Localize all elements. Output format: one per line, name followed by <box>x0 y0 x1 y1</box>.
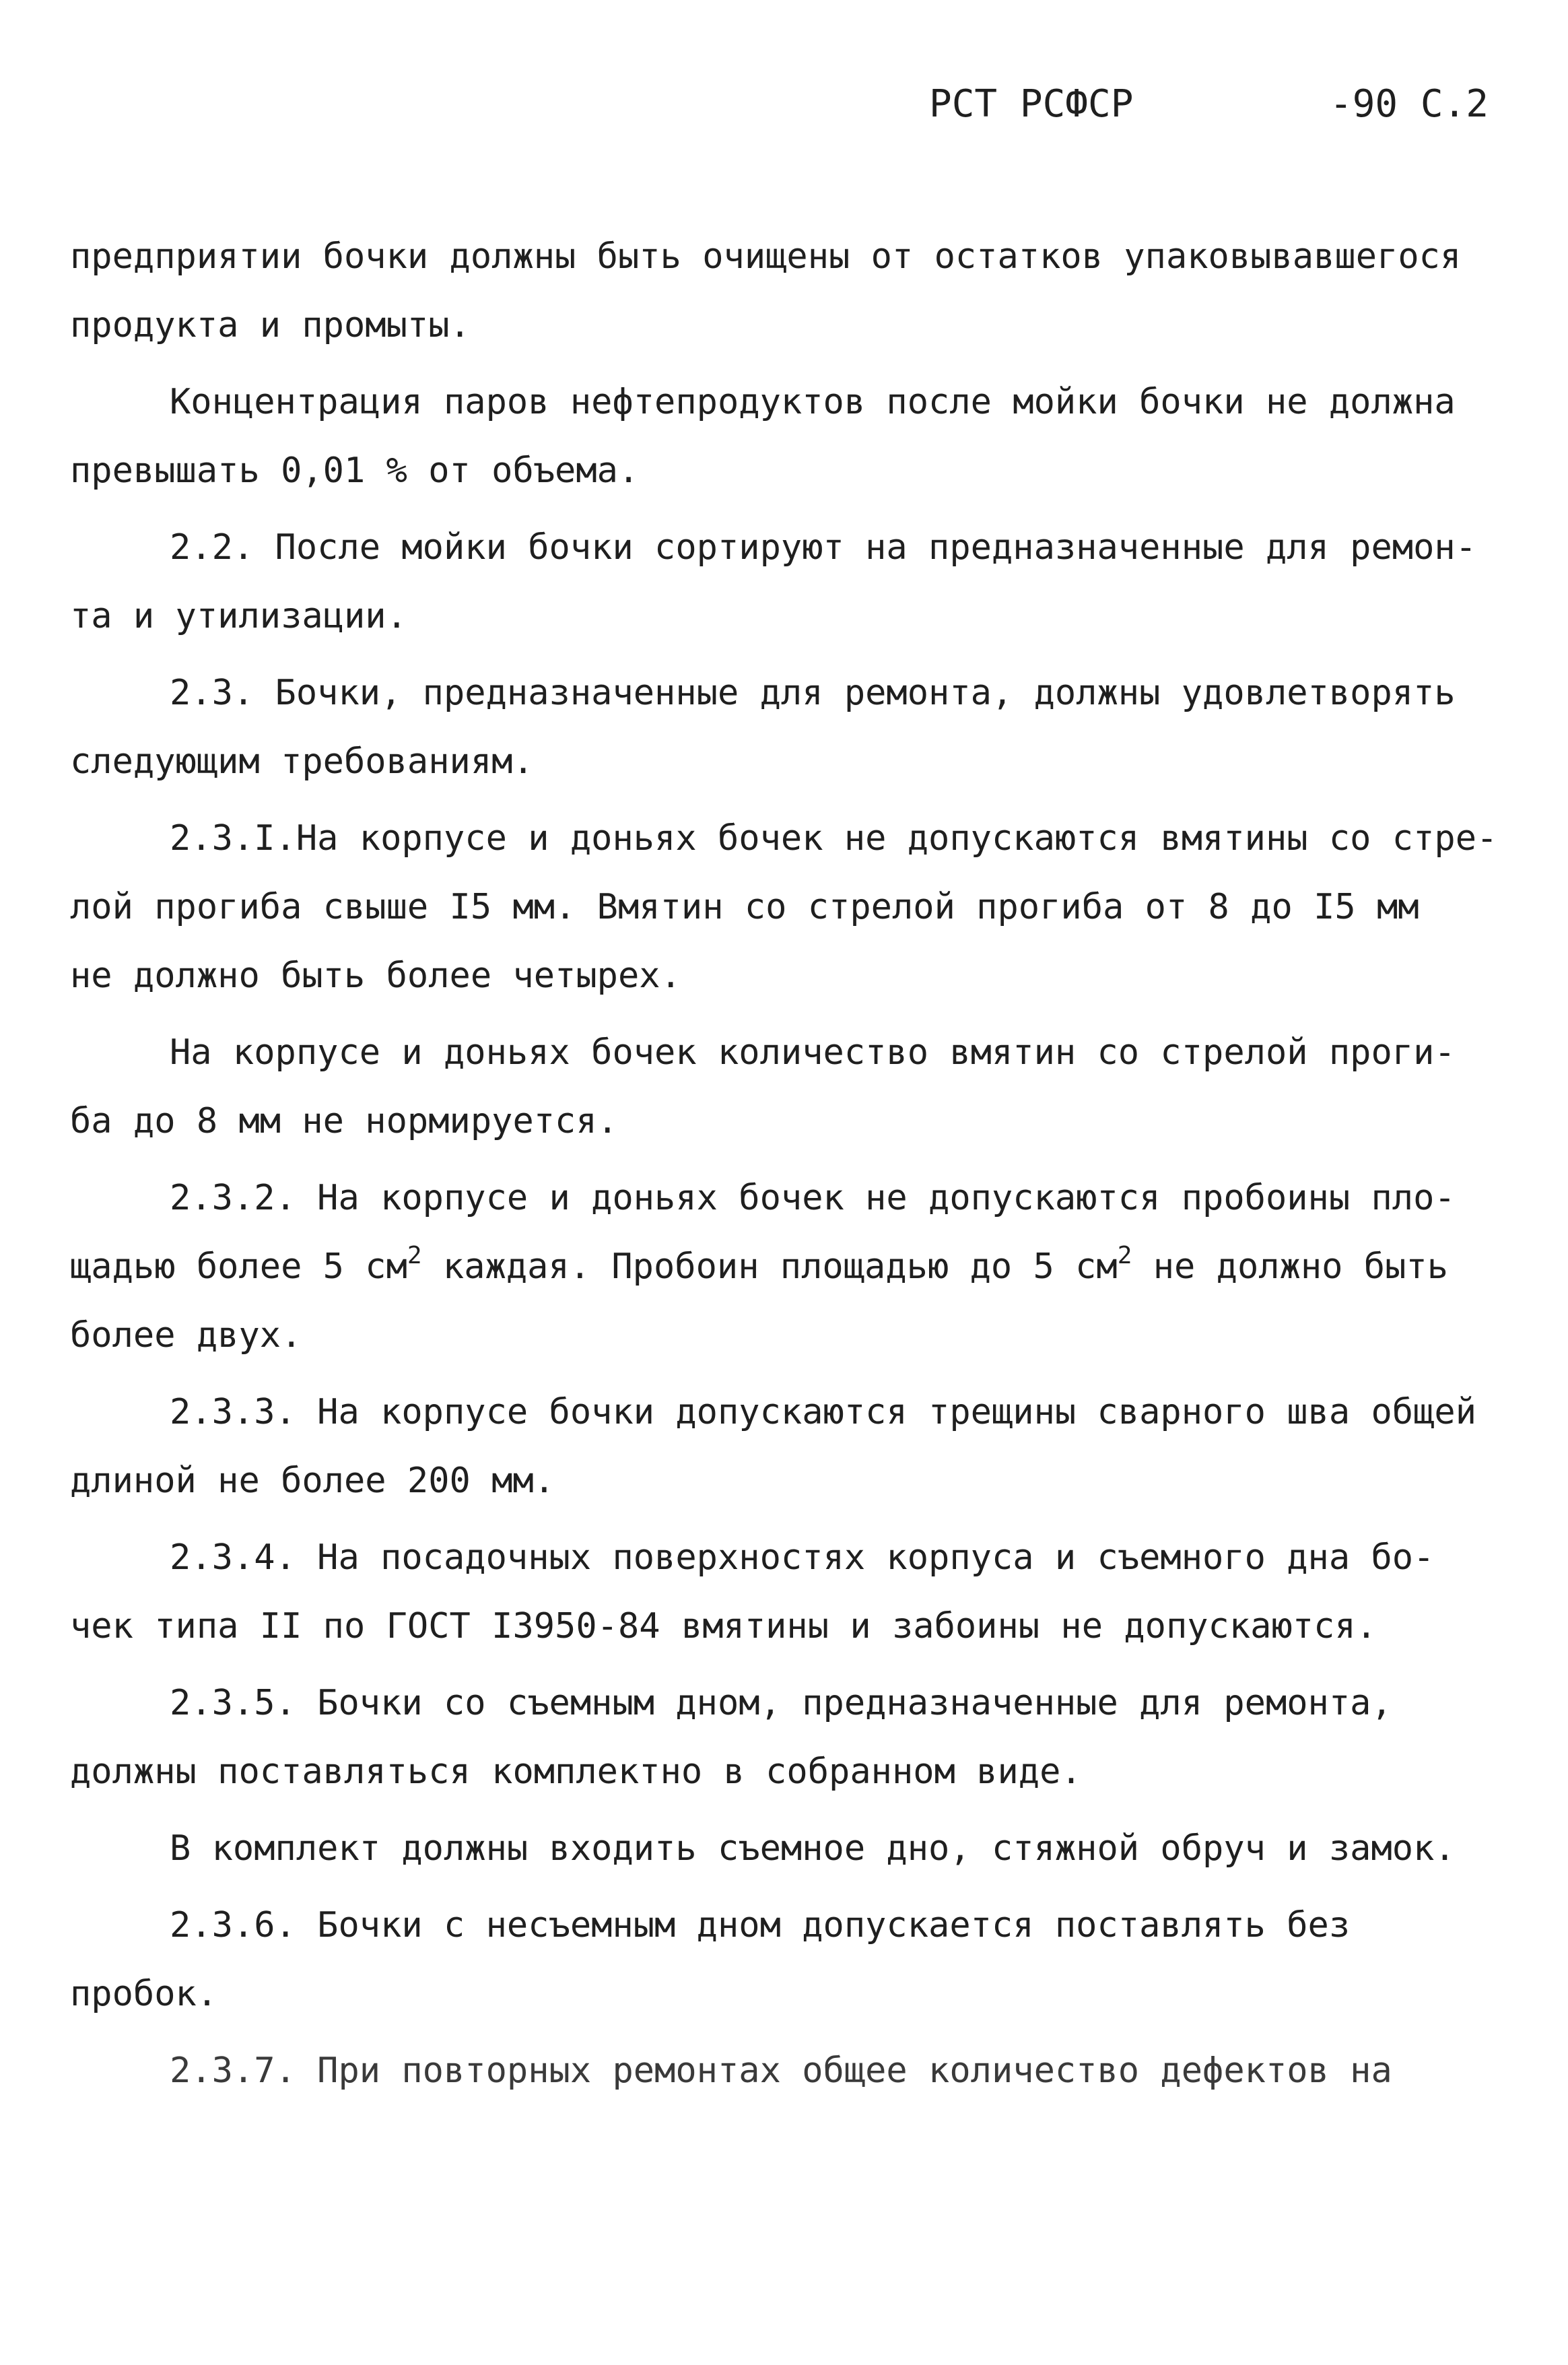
page-header <box>0 82 1568 143</box>
text-line: предприятии бочки должны быть очищены от остатков упаковывавшегося <box>70 236 1462 277</box>
text-line: пробок. <box>70 1974 218 2014</box>
text-line: 2.2. После мойки бочки сортируют на предназначенные для ремон- <box>170 527 1477 568</box>
text-line <box>70 1232 1504 1301</box>
text-segment: щадью более 5 см <box>70 1246 407 1287</box>
paragraph <box>70 1018 1504 1156</box>
text-line: 2.3.6. Бочки с несъемным дном допускается поставлять без <box>170 1905 1351 1945</box>
page-number: -90 С.2 <box>1330 82 1489 126</box>
paragraph-2-3-5 <box>70 1669 1504 1806</box>
paragraph-2-2 <box>70 513 1504 651</box>
superscript: 2 <box>407 1242 422 1269</box>
text-line: Концентрация паров нефтепродуктов после мойки бочки не должна <box>170 382 1456 422</box>
text-line: В комплект должны входить съемное дно, стяжной обруч и замок. <box>170 1828 1456 1869</box>
text-line: 2.3.4. На посадочных поверхностях корпуса и съемного дна бо- <box>170 1537 1435 1578</box>
text-segment: каждая. Пробоин площадью до 5 см <box>421 1246 1118 1287</box>
text-line: более двух. <box>70 1315 302 1356</box>
paragraph-2-3-1 <box>70 804 1504 1010</box>
text-line: чек типа II по ГОСТ I3950-84 вмятины и забоины не допускаются. <box>70 1606 1377 1646</box>
text-line: не должно быть более четырех. <box>70 956 681 996</box>
paragraph-2-3-3 <box>70 1378 1504 1515</box>
text-line: превышать 0,01 % от объема. <box>70 451 640 491</box>
text-line: должны поставляться комплектно в собранном виде. <box>70 1752 1082 1792</box>
text-line: следующим требованиям. <box>70 741 534 782</box>
paragraph-2-3-4 <box>70 1523 1504 1661</box>
text-line: длиной не более 200 мм. <box>70 1461 555 1501</box>
text-line: 2.3.7. При повторных ремонтах общее количество дефектов на <box>170 2051 1392 2091</box>
paragraph <box>70 222 1504 360</box>
text-line: 2.3.5. Бочки со съемным дном, предназначенные для ремонта, <box>170 1683 1392 1723</box>
paragraph-2-3 <box>70 659 1504 796</box>
paragraph-2-3-7 <box>70 2036 1504 2105</box>
paragraph-2-3-2 <box>70 1164 1504 1370</box>
superscript: 2 <box>1117 1242 1132 1269</box>
paragraph <box>70 368 1504 505</box>
text-line: 2.3.2. На корпусе и доньях бочек не допускаются пробоины пло- <box>170 1178 1456 1218</box>
text-line: та и утилизации. <box>70 596 407 636</box>
document-body <box>70 222 1504 2113</box>
paragraph <box>70 1814 1504 1883</box>
text-line: На корпусе и доньях бочек количество вмятин со стрелой проги- <box>170 1032 1456 1073</box>
standard-code: РСТ РСФСР <box>929 82 1134 126</box>
text-line: ба до 8 мм не нормируется. <box>70 1101 618 1141</box>
text-line: 2.3.3. На корпусе бочки допускаются трещины сварного шва общей <box>170 1392 1477 1432</box>
text-line: продукта и промыты. <box>70 305 471 345</box>
text-line: 2.3.I.На корпусе и доньях бочек не допускаются вмятины со стре- <box>170 818 1498 859</box>
text-line: 2.3. Бочки, предназначенные для ремонта, должны удовлетворять <box>170 673 1456 713</box>
text-line: лой прогиба свыше I5 мм. Вмятин со стрелой прогиба от 8 до I5 мм <box>70 887 1419 927</box>
text-segment: не должно быть <box>1132 1246 1449 1287</box>
paragraph-2-3-6 <box>70 1891 1504 2028</box>
